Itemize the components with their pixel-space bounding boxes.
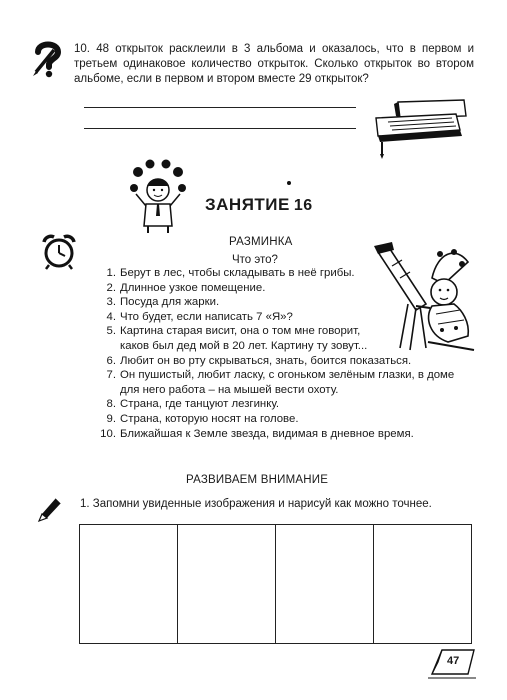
riddle-item [98, 412, 458, 427]
warmup-subheading: Что это? [232, 254, 278, 266]
riddle-text: Что будет, если написать 7 «Я»? [120, 310, 293, 323]
answer-line-2 [84, 128, 356, 129]
attention-heading: РАЗВИВАЕМ ВНИМАНИЕ [186, 474, 329, 486]
riddle-text: Посуда для жарки. [120, 296, 220, 309]
riddle-text: Длинное узкое помещение. [120, 281, 266, 294]
riddle-number: 10. [100, 427, 116, 440]
riddle-number: 1. [106, 267, 116, 279]
riddle-number: 3. [106, 296, 116, 309]
riddle-item [98, 397, 458, 412]
riddle-number: 8. [106, 398, 116, 411]
page-number: 47 [447, 655, 460, 667]
riddle-text: Страна, где танцуют лезгинку. [120, 398, 280, 411]
riddle-item [98, 368, 458, 397]
lesson-number: 16 [293, 197, 313, 214]
riddle-number: 7. [106, 369, 116, 382]
alarm-clock-icon [40, 232, 78, 270]
question-mark-pencil-icon [28, 38, 68, 78]
riddle-text: Берут в лес, чтобы складывать в неё грибы. [120, 267, 355, 279]
gnome-telescope-illustration [370, 232, 478, 360]
attention-task-1: 1. Запомни увиденные изображения и нарисуй как можно точнее. [80, 498, 432, 510]
riddle-number: 9. [106, 412, 116, 425]
drawing-cell-3[interactable] [276, 525, 374, 643]
riddle-text: Картина старая висит, она о том мне говорит, каков был дед мой в 20 лет. Картину ту зовут... [120, 325, 368, 352]
riddle-text: Любит он во рту скрываться, знать, боится показаться. [120, 354, 412, 367]
lesson-title [205, 194, 313, 216]
drawing-grid [79, 524, 472, 644]
riddle-number: 2. [106, 281, 116, 294]
drawing-cell-2[interactable] [178, 525, 276, 643]
riddle-number: 4. [106, 310, 116, 323]
drawing-cell-4[interactable] [374, 525, 471, 643]
riddle-number: 5. [106, 325, 116, 338]
juggling-boy-illustration [128, 160, 188, 234]
warmup-heading: РАЗМИНКА [229, 236, 293, 248]
title-dot [287, 181, 291, 185]
answer-line-1 [84, 107, 356, 108]
pencil-icon [34, 494, 64, 522]
riddle-item [98, 427, 458, 442]
riddle-text: Страна, которую носят на голове. [120, 412, 299, 425]
riddle-number: 6. [106, 354, 116, 367]
books-illustration [368, 96, 470, 160]
riddle-text: Он пушистый, любит ласку, с огоньком зелёным глазки, в доме для него работа – на мышей вести охоту. [120, 369, 455, 396]
drawing-cell-1[interactable] [80, 525, 178, 643]
task-10-text: 10. 48 открыток расклеили в 3 альбома и оказалось, что в первом и третьем одинаковое количество открыток. Сколько открыток во втором альбоме, если в первом и втором вместе 29 открыток? [74, 43, 474, 85]
lesson-title-text: ЗАНЯТИЕ [205, 195, 290, 214]
riddle-text: Ближайшая к Земле звезда, видимая в дневное время. [120, 427, 414, 440]
